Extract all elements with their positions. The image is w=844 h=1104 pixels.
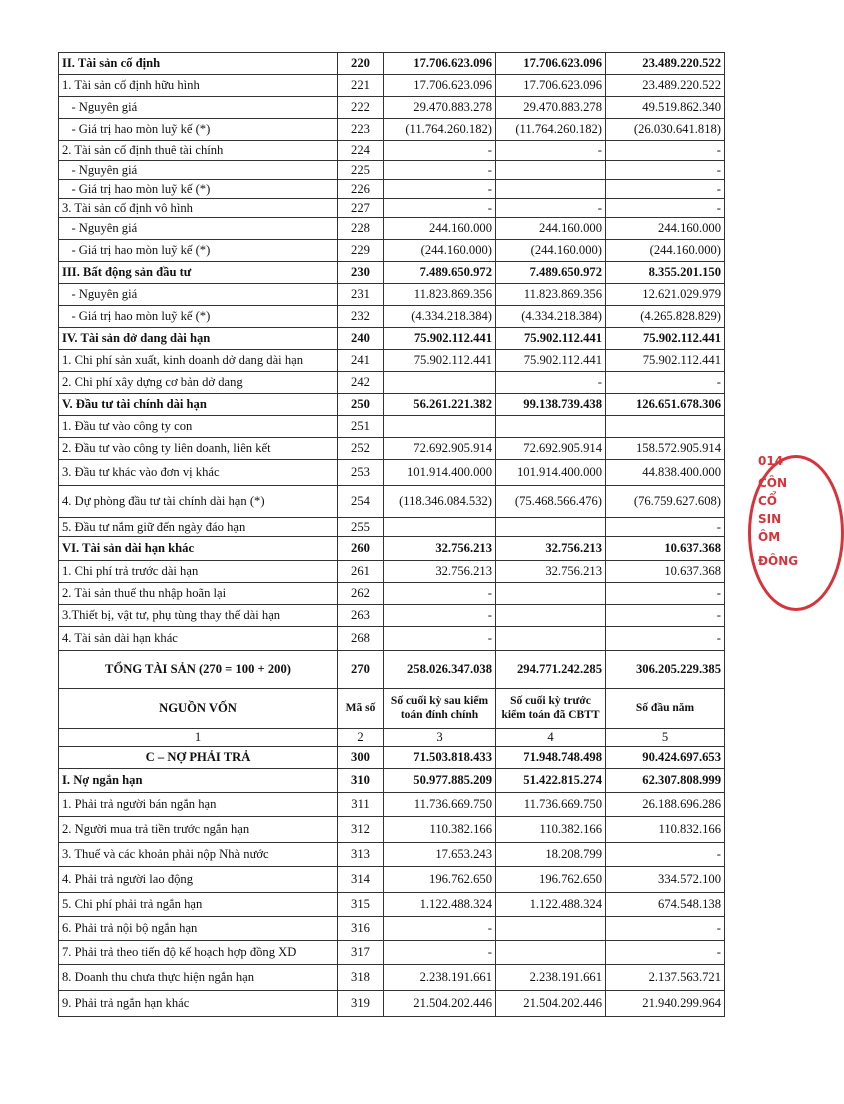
row-value-col4: 7.489.650.972 bbox=[496, 262, 606, 284]
header-col3: Số đầu năm bbox=[606, 689, 725, 729]
table-row bbox=[59, 416, 725, 438]
row-label: 4. Phải trả người lao động bbox=[59, 867, 338, 893]
row-code: 221 bbox=[338, 75, 384, 97]
row-value-col4: 11.823.869.356 bbox=[496, 284, 606, 306]
row-label: - Nguyên giá bbox=[59, 97, 338, 119]
row-label: 1. Đầu tư vào công ty con bbox=[59, 416, 338, 438]
table-row bbox=[59, 793, 725, 817]
idx-5: 5 bbox=[606, 729, 725, 747]
row-value-col4: 75.902.112.441 bbox=[496, 350, 606, 372]
table-row bbox=[59, 161, 725, 180]
row-value-col5: - bbox=[606, 583, 725, 605]
row-code: 253 bbox=[338, 460, 384, 486]
row-label: 4. Tài sản dài hạn khác bbox=[59, 627, 338, 651]
table-row bbox=[59, 817, 725, 843]
row-value-col5: 75.902.112.441 bbox=[606, 328, 725, 350]
row-value-col4: 51.422.815.274 bbox=[496, 769, 606, 793]
row-value-col4: 21.504.202.446 bbox=[496, 991, 606, 1017]
row-label: - Giá trị hao mòn luỹ kế (*) bbox=[59, 180, 338, 199]
row-value-col5: - bbox=[606, 199, 725, 218]
table-row bbox=[59, 394, 725, 416]
total-assets-v3: 306.205.229.385 bbox=[606, 651, 725, 689]
row-code: 310 bbox=[338, 769, 384, 793]
row-value-col3: (4.334.218.384) bbox=[384, 306, 496, 328]
row-label: 6. Phải trả nội bộ ngắn hạn bbox=[59, 917, 338, 941]
row-value-col5: 26.188.696.286 bbox=[606, 793, 725, 817]
row-value-col3: 17.653.243 bbox=[384, 843, 496, 867]
row-value-col3: - bbox=[384, 161, 496, 180]
row-label: 7. Phải trả theo tiến độ kế hoạch hợp đồng XD bbox=[59, 941, 338, 965]
row-code: 224 bbox=[338, 141, 384, 161]
liabilities-title: C – NỢ PHẢI TRẢ bbox=[59, 747, 338, 769]
row-value-col4 bbox=[496, 416, 606, 438]
row-label: 2. Người mua trả tiền trước ngắn hạn bbox=[59, 817, 338, 843]
row-value-col3: 17.706.623.096 bbox=[384, 75, 496, 97]
row-value-col5 bbox=[606, 416, 725, 438]
row-code: 317 bbox=[338, 941, 384, 965]
idx-4: 4 bbox=[496, 729, 606, 747]
row-value-col3: - bbox=[384, 583, 496, 605]
table-row bbox=[59, 350, 725, 372]
row-value-col4 bbox=[496, 161, 606, 180]
row-value-col3: 50.977.885.209 bbox=[384, 769, 496, 793]
row-value-col3: 32.756.213 bbox=[384, 537, 496, 561]
total-assets-code: 270 bbox=[338, 651, 384, 689]
seal-text: CÔN bbox=[758, 476, 788, 490]
row-value-col4: (11.764.260.182) bbox=[496, 119, 606, 141]
company-seal-stamp bbox=[754, 454, 799, 605]
sources-header-row bbox=[59, 689, 725, 729]
table-row bbox=[59, 561, 725, 583]
table-row bbox=[59, 119, 725, 141]
row-label: 2. Đầu tư vào công ty liên doanh, liên kết bbox=[59, 438, 338, 460]
row-value-col4: 17.706.623.096 bbox=[496, 53, 606, 75]
row-label: - Nguyên giá bbox=[59, 284, 338, 306]
table-row bbox=[59, 240, 725, 262]
row-value-col4 bbox=[496, 518, 606, 537]
row-value-col3: 75.902.112.441 bbox=[384, 328, 496, 350]
row-value-col5: 334.572.100 bbox=[606, 867, 725, 893]
row-value-col4: 17.706.623.096 bbox=[496, 75, 606, 97]
row-value-col4: 72.692.905.914 bbox=[496, 438, 606, 460]
row-label: - Nguyên giá bbox=[59, 218, 338, 240]
row-value-col5: (4.265.828.829) bbox=[606, 306, 725, 328]
table-row bbox=[59, 605, 725, 627]
table-row bbox=[59, 941, 725, 965]
row-value-col4 bbox=[496, 917, 606, 941]
header-source: NGUỒN VỐN bbox=[59, 689, 338, 729]
row-value-col4: 29.470.883.278 bbox=[496, 97, 606, 119]
row-value-col5: - bbox=[606, 605, 725, 627]
row-code: 220 bbox=[338, 53, 384, 75]
row-value-col5: 244.160.000 bbox=[606, 218, 725, 240]
row-value-col4: 196.762.650 bbox=[496, 867, 606, 893]
row-value-col5: - bbox=[606, 627, 725, 651]
row-value-col5: 44.838.400.000 bbox=[606, 460, 725, 486]
row-code: 311 bbox=[338, 793, 384, 817]
table-row bbox=[59, 284, 725, 306]
row-value-col4: 110.382.166 bbox=[496, 817, 606, 843]
seal-text: ÔM bbox=[758, 530, 781, 544]
table-row bbox=[59, 537, 725, 561]
row-label: 5. Chi phí phải trả ngắn hạn bbox=[59, 893, 338, 917]
row-label: 2. Chi phí xây dựng cơ bản dở dang bbox=[59, 372, 338, 394]
row-value-col3: 101.914.400.000 bbox=[384, 460, 496, 486]
table-row bbox=[59, 53, 725, 75]
row-value-col3: 196.762.650 bbox=[384, 867, 496, 893]
row-value-col5: 49.519.862.340 bbox=[606, 97, 725, 119]
row-value-col5: 674.548.138 bbox=[606, 893, 725, 917]
column-index-row bbox=[59, 729, 725, 747]
row-value-col5: 12.621.029.979 bbox=[606, 284, 725, 306]
row-value-col5: - bbox=[606, 917, 725, 941]
row-label: 8. Doanh thu chưa thực hiện ngắn hạn bbox=[59, 965, 338, 991]
row-value-col5: 8.355.201.150 bbox=[606, 262, 725, 284]
row-code: 251 bbox=[338, 416, 384, 438]
row-label: II. Tài sản cố định bbox=[59, 53, 338, 75]
row-value-col5: - bbox=[606, 141, 725, 161]
row-value-col4: 32.756.213 bbox=[496, 561, 606, 583]
total-assets-row bbox=[59, 651, 725, 689]
row-value-col4: 32.756.213 bbox=[496, 537, 606, 561]
row-label: 2. Tài sản cố định thuê tài chính bbox=[59, 141, 338, 161]
row-code: 312 bbox=[338, 817, 384, 843]
row-value-col5: (244.160.000) bbox=[606, 240, 725, 262]
row-value-col3: 244.160.000 bbox=[384, 218, 496, 240]
row-code: 222 bbox=[338, 97, 384, 119]
row-value-col3: 11.823.869.356 bbox=[384, 284, 496, 306]
table-row bbox=[59, 518, 725, 537]
table-row bbox=[59, 843, 725, 867]
table-row bbox=[59, 141, 725, 161]
row-label: 2. Tài sản thuế thu nhập hoãn lại bbox=[59, 583, 338, 605]
row-value-col3: 1.122.488.324 bbox=[384, 893, 496, 917]
seal-text: ĐÔNG bbox=[758, 554, 799, 568]
table-row bbox=[59, 97, 725, 119]
row-code: 313 bbox=[338, 843, 384, 867]
row-value-col3: - bbox=[384, 917, 496, 941]
header-code: Mã số bbox=[338, 689, 384, 729]
row-code: 242 bbox=[338, 372, 384, 394]
row-value-col4: - bbox=[496, 199, 606, 218]
row-code: 252 bbox=[338, 438, 384, 460]
row-label: - Giá trị hao mòn luỹ kế (*) bbox=[59, 240, 338, 262]
row-value-col5: 10.637.368 bbox=[606, 537, 725, 561]
idx-2: 2 bbox=[338, 729, 384, 747]
row-label: 3. Thuế và các khoản phải nộp Nhà nước bbox=[59, 843, 338, 867]
row-value-col5: - bbox=[606, 372, 725, 394]
row-code: 230 bbox=[338, 262, 384, 284]
row-value-col4: 99.138.739.438 bbox=[496, 394, 606, 416]
header-col1: Số cuối kỳ sau kiểm toán đính chính bbox=[384, 689, 496, 729]
row-code: 225 bbox=[338, 161, 384, 180]
row-code: 260 bbox=[338, 537, 384, 561]
row-value-col4: 244.160.000 bbox=[496, 218, 606, 240]
row-label: IV. Tài sản dở dang dài hạn bbox=[59, 328, 338, 350]
row-code: 240 bbox=[338, 328, 384, 350]
row-value-col3: (244.160.000) bbox=[384, 240, 496, 262]
row-code: 232 bbox=[338, 306, 384, 328]
row-label: 9. Phải trả ngắn hạn khác bbox=[59, 991, 338, 1017]
row-code: 262 bbox=[338, 583, 384, 605]
row-label: - Nguyên giá bbox=[59, 161, 338, 180]
row-value-col5: (76.759.627.608) bbox=[606, 486, 725, 518]
table-row bbox=[59, 199, 725, 218]
row-value-col3: 72.692.905.914 bbox=[384, 438, 496, 460]
total-assets-v2: 294.771.242.285 bbox=[496, 651, 606, 689]
table-row bbox=[59, 991, 725, 1017]
row-value-col3: 2.238.191.661 bbox=[384, 965, 496, 991]
row-value-col5: 158.572.905.914 bbox=[606, 438, 725, 460]
table-row bbox=[59, 627, 725, 651]
total-assets-v1: 258.026.347.038 bbox=[384, 651, 496, 689]
row-code: 231 bbox=[338, 284, 384, 306]
row-value-col4 bbox=[496, 605, 606, 627]
row-value-col3: - bbox=[384, 141, 496, 161]
row-value-col4 bbox=[496, 941, 606, 965]
row-code: 254 bbox=[338, 486, 384, 518]
liabilities-section bbox=[59, 769, 725, 1017]
row-value-col4: 75.902.112.441 bbox=[496, 328, 606, 350]
row-label: 4. Dự phòng đầu tư tài chính dài hạn (*) bbox=[59, 486, 338, 518]
row-value-col5: - bbox=[606, 161, 725, 180]
row-code: 255 bbox=[338, 518, 384, 537]
row-code: 268 bbox=[338, 627, 384, 651]
row-value-col4: 18.208.799 bbox=[496, 843, 606, 867]
row-value-col3: - bbox=[384, 199, 496, 218]
row-value-col4 bbox=[496, 180, 606, 199]
table-row bbox=[59, 75, 725, 97]
table-row bbox=[59, 965, 725, 991]
row-label: 1. Chi phí trả trước dài hạn bbox=[59, 561, 338, 583]
row-code: 318 bbox=[338, 965, 384, 991]
row-code: 250 bbox=[338, 394, 384, 416]
table-row bbox=[59, 372, 725, 394]
row-value-col3: 17.706.623.096 bbox=[384, 53, 496, 75]
row-value-col4: - bbox=[496, 372, 606, 394]
row-value-col5: (26.030.641.818) bbox=[606, 119, 725, 141]
row-value-col5: 23.489.220.522 bbox=[606, 53, 725, 75]
row-label: 1. Tài sản cố định hữu hình bbox=[59, 75, 338, 97]
row-value-col5: 62.307.808.999 bbox=[606, 769, 725, 793]
liabilities-v2: 71.948.748.498 bbox=[496, 747, 606, 769]
row-code: 261 bbox=[338, 561, 384, 583]
total-assets-section bbox=[59, 651, 725, 769]
liabilities-v3: 90.424.697.653 bbox=[606, 747, 725, 769]
row-value-col3: (118.346.084.532) bbox=[384, 486, 496, 518]
row-code: 316 bbox=[338, 917, 384, 941]
row-value-col3: 21.504.202.446 bbox=[384, 991, 496, 1017]
row-value-col5: 2.137.563.721 bbox=[606, 965, 725, 991]
row-value-col3: 11.736.669.750 bbox=[384, 793, 496, 817]
idx-1: 1 bbox=[59, 729, 338, 747]
table-row bbox=[59, 306, 725, 328]
row-value-col5: - bbox=[606, 843, 725, 867]
row-value-col5: - bbox=[606, 180, 725, 199]
table-row bbox=[59, 867, 725, 893]
row-code: 229 bbox=[338, 240, 384, 262]
row-value-col3: 7.489.650.972 bbox=[384, 262, 496, 284]
row-value-col5: 126.651.678.306 bbox=[606, 394, 725, 416]
row-value-col3: 32.756.213 bbox=[384, 561, 496, 583]
seal-text: 014 bbox=[758, 454, 784, 468]
table-row bbox=[59, 218, 725, 240]
assets-section bbox=[59, 53, 725, 651]
header-col2: Số cuối kỳ trước kiểm toán đã CBTT bbox=[496, 689, 606, 729]
row-value-col4: (244.160.000) bbox=[496, 240, 606, 262]
row-value-col5: - bbox=[606, 941, 725, 965]
row-code: 314 bbox=[338, 867, 384, 893]
row-value-col3 bbox=[384, 518, 496, 537]
row-value-col3: 29.470.883.278 bbox=[384, 97, 496, 119]
row-value-col3 bbox=[384, 372, 496, 394]
table-row bbox=[59, 583, 725, 605]
row-value-col3: 56.261.221.382 bbox=[384, 394, 496, 416]
row-label: III. Bất động sản đầu tư bbox=[59, 262, 338, 284]
table-row bbox=[59, 438, 725, 460]
row-value-col3: - bbox=[384, 605, 496, 627]
balance-sheet-table bbox=[58, 52, 725, 1017]
liabilities-code: 300 bbox=[338, 747, 384, 769]
row-label: - Giá trị hao mòn luỹ kế (*) bbox=[59, 119, 338, 141]
row-value-col3: - bbox=[384, 180, 496, 199]
row-code: 223 bbox=[338, 119, 384, 141]
row-value-col3: 110.382.166 bbox=[384, 817, 496, 843]
row-value-col4: 11.736.669.750 bbox=[496, 793, 606, 817]
row-value-col3: 75.902.112.441 bbox=[384, 350, 496, 372]
row-value-col4: 2.238.191.661 bbox=[496, 965, 606, 991]
row-label: 5. Đầu tư nắm giữ đến ngày đáo hạn bbox=[59, 518, 338, 537]
row-value-col5: 23.489.220.522 bbox=[606, 75, 725, 97]
table-row bbox=[59, 460, 725, 486]
row-value-col5: 110.832.166 bbox=[606, 817, 725, 843]
row-code: 319 bbox=[338, 991, 384, 1017]
row-label: - Giá trị hao mòn luỹ kế (*) bbox=[59, 306, 338, 328]
row-label: 3. Đầu tư khác vào đơn vị khác bbox=[59, 460, 338, 486]
row-value-col5: 75.902.112.441 bbox=[606, 350, 725, 372]
liabilities-title-row bbox=[59, 747, 725, 769]
row-label: 3. Tài sản cố định vô hình bbox=[59, 199, 338, 218]
table-row bbox=[59, 328, 725, 350]
total-assets-label: TỔNG TÀI SẢN (270 = 100 + 200) bbox=[59, 651, 338, 689]
row-value-col3: (11.764.260.182) bbox=[384, 119, 496, 141]
row-value-col4: - bbox=[496, 141, 606, 161]
table-row bbox=[59, 769, 725, 793]
row-code: 315 bbox=[338, 893, 384, 917]
row-code: 228 bbox=[338, 218, 384, 240]
row-label: 1. Chi phí sản xuất, kinh doanh dở dang dài hạn bbox=[59, 350, 338, 372]
row-label: 1. Phải trả người bán ngắn hạn bbox=[59, 793, 338, 817]
row-value-col3: - bbox=[384, 627, 496, 651]
row-value-col5: 10.637.368 bbox=[606, 561, 725, 583]
row-label: I. Nợ ngắn hạn bbox=[59, 769, 338, 793]
row-value-col4: (75.468.566.476) bbox=[496, 486, 606, 518]
seal-text: SIN bbox=[758, 512, 782, 526]
row-code: 227 bbox=[338, 199, 384, 218]
liabilities-v1: 71.503.818.433 bbox=[384, 747, 496, 769]
row-value-col5: 21.940.299.964 bbox=[606, 991, 725, 1017]
row-label: 3.Thiết bị, vật tư, phụ tùng thay thế dài hạn bbox=[59, 605, 338, 627]
row-value-col4 bbox=[496, 627, 606, 651]
row-code: 263 bbox=[338, 605, 384, 627]
row-value-col4 bbox=[496, 583, 606, 605]
row-label: VI. Tài sản dài hạn khác bbox=[59, 537, 338, 561]
row-value-col3: - bbox=[384, 941, 496, 965]
table-row bbox=[59, 262, 725, 284]
row-code: 226 bbox=[338, 180, 384, 199]
table-row bbox=[59, 486, 725, 518]
idx-3: 3 bbox=[384, 729, 496, 747]
row-value-col3 bbox=[384, 416, 496, 438]
row-label: V. Đầu tư tài chính dài hạn bbox=[59, 394, 338, 416]
table-row bbox=[59, 917, 725, 941]
table-row bbox=[59, 893, 725, 917]
row-value-col4: (4.334.218.384) bbox=[496, 306, 606, 328]
row-value-col5: - bbox=[606, 518, 725, 537]
row-code: 241 bbox=[338, 350, 384, 372]
table-row bbox=[59, 180, 725, 199]
row-value-col4: 101.914.400.000 bbox=[496, 460, 606, 486]
row-value-col4: 1.122.488.324 bbox=[496, 893, 606, 917]
seal-text: CỔ bbox=[758, 494, 778, 508]
